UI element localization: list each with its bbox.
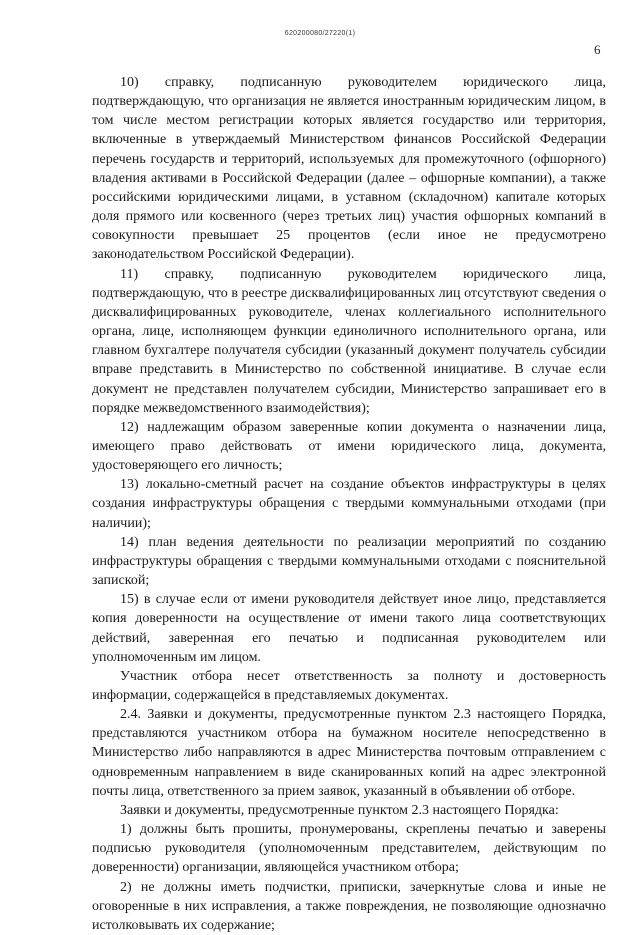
paragraph-section-2-4: 2.4. Заявки и документы, предусмотренные пунктом 2.3 настоящего Порядка, представляются участником отбора на бумажном носителе непосредственно в Министерство либо направляются в адрес Министерства почтовым отправлением с одновременным направлением в виде сканированных копий на адрес электронной почты лица, ответственного за прием заявок, указанный в объявлении об отборе.	[92, 707, 606, 799]
paragraph-requirement-1: 1) должны быть прошиты, пронумерованы, скреплены печатью и заверены подписью руководителя (уполномоченным представителем, действующим по доверенности) организации, являющейся участником отбора;	[92, 822, 606, 876]
paragraph-requirements-intro: Заявки и документы, предусмотренные пунктом 2.3 настоящего Порядка:	[120, 802, 559, 818]
paragraph-requirement-2: 2) не должны иметь подчистки, приписки, зачеркнутые слова и иные не оговоренные в них исправления, а также повреждения, не позволяющие однозначно истолковывать их содержание;	[92, 879, 606, 933]
paragraph-item-12: 12) надлежащим образом заверенные копии документа о назначении лица, имеющего право действовать от имени юридического лица, документа, удостоверяющего его личность;	[92, 419, 606, 474]
page-number: 6	[594, 42, 601, 57]
paragraph-responsibility: Участник отбора несет ответственность за полноту и достоверность информации, содержащейся в представляемых документах.	[92, 668, 606, 703]
paragraph-item-11: 11) справку, подписанную руководителем юридического лица, подтверждающую, что в реестре дисквалифицированных лиц отсутствуют сведения о дисквалифицированных руководителе, членах коллегиального исполнительного органа, лице, исполняющем функции единоличного исполнительного органа, или главном бухгалтере получателя субсидии (указанный документ получатель субсидии вправе представить в Министерство по собственной инициативе. В случае если документ не представлен получателем субсидии, Министерство запрашивает его в порядке межведомственного взаимодействия);	[92, 266, 606, 416]
document-body	[92, 73, 606, 935]
paragraph-item-13: 13) локально-сметный расчет на создание объектов инфраструктуры в целях создания инфраструктуры обращения с твердыми коммунальными отходами (при наличии);	[92, 477, 606, 531]
paragraph-item-15: 15) в случае если от имени руководителя действует иное лицо, представляется копия доверенности на осуществление от имени такого лица соответствующих действий, заверенная его печатью и подписанная руководителем или уполномоченным им лицом.	[92, 592, 606, 665]
document-code: 620200080/27220(1)	[284, 30, 356, 37]
paragraph-item-10: 10) справку, подписанную руководителем юридического лица, подтверждающую, что организация не является иностранным юридическим лицом, в том числе местом регистрации которых является государство или территория, включенные в утверждаемый Министерством финансов Российской Федерации перечень государств и территорий, используемых для промежуточного (офшорного) владения активами в Российской Федерации (далее – офшорные компании), а также российскими юридическими лицами, в уставном (складочном) капитале которых доля прямого или косвенного (через третьих лиц) участия офшорных компаний в совокупности превышает 25 процентов (если иное не предусмотрено законодательством Российской Федерации).	[92, 75, 606, 263]
paragraph-item-14: 14) план ведения деятельности по реализации мероприятий по созданию инфраструктуры обращения с твердыми коммунальными отходами с пояснительной запиской;	[92, 534, 606, 589]
